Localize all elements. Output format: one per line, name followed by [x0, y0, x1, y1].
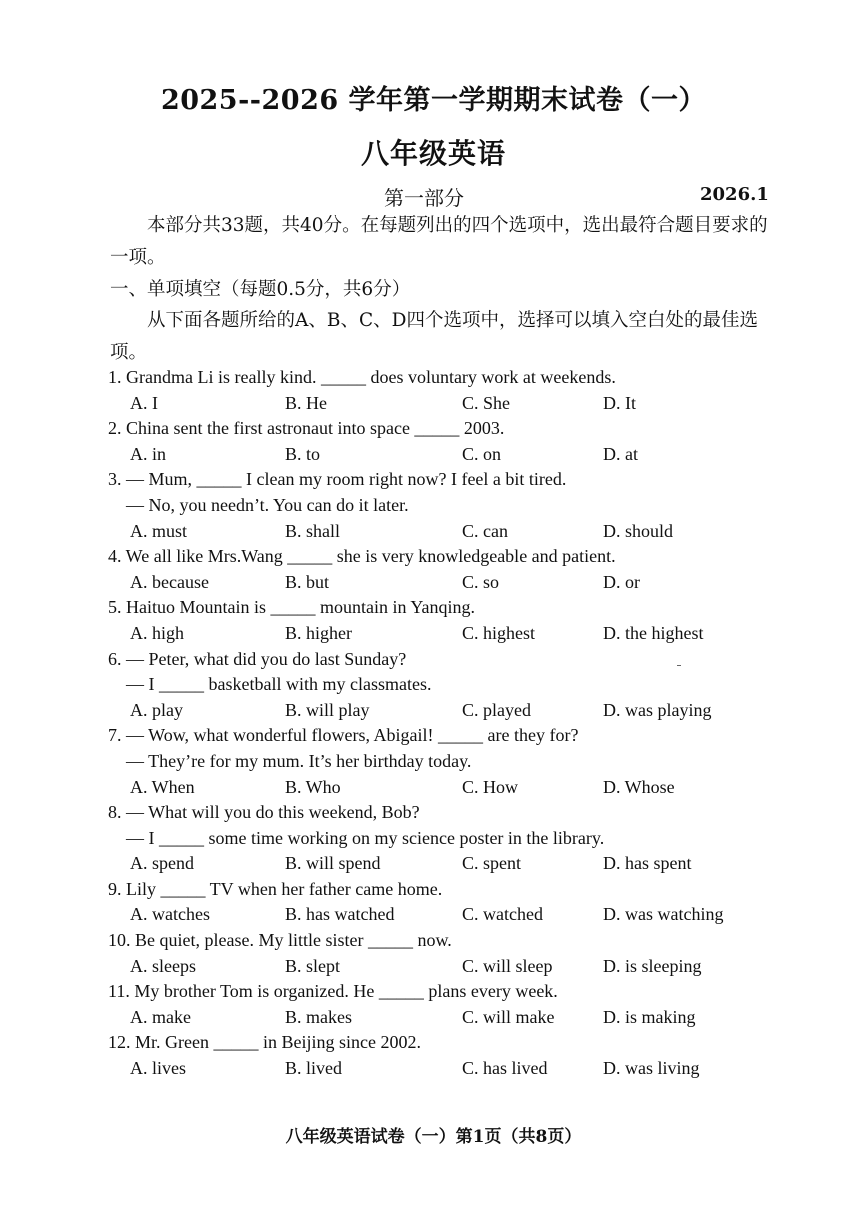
option-c: C. has lived — [462, 1058, 548, 1079]
option-c: C. so — [462, 571, 500, 592]
scan-mark — [677, 665, 681, 669]
question-item — [108, 544, 808, 595]
exam-subject: 八年级英语 — [360, 137, 506, 170]
question-item — [108, 723, 808, 800]
question-item — [108, 595, 808, 646]
option-d: D. is sleeping — [603, 955, 702, 976]
option-a: A. sleeps — [130, 955, 196, 976]
option-d: D. It — [603, 392, 636, 413]
question-stem: 8. — What will you do this weekend, Bob? — [108, 802, 420, 823]
option-b: B. He — [285, 392, 327, 413]
question-reply: — I _____ some time working on my science poster in the library. — [126, 827, 605, 848]
part-line — [0, 182, 867, 212]
option-a: A. because — [130, 571, 209, 592]
option-d: D. was watching — [603, 904, 724, 925]
question-stem: 5. Haituo Mountain is _____ mountain in Yanqing. — [108, 597, 476, 618]
option-row — [108, 519, 808, 545]
option-d: D. was living — [603, 1058, 700, 1079]
option-a: A. spend — [130, 853, 194, 874]
option-row — [108, 954, 808, 980]
question-item — [108, 467, 808, 544]
section-heading: 一、单项填空（每题0.5分，共6分） — [110, 279, 411, 300]
question-stem: 4. We all like Mrs.Wang _____ she is very knowledgeable and patient. — [108, 546, 616, 567]
question-reply: — They’re for my mum. It’s her birthday today. — [126, 750, 472, 771]
intro-paragraph: 本部分共33题，共40分。在每题列出的四个选项中，选出最符合题目要求的一项。 — [110, 215, 768, 268]
option-a: A. must — [130, 520, 188, 541]
question-stem: 6. — Peter, what did you do last Sunday? — [108, 648, 407, 669]
question-stem: 7. — Wow, what wonderful flowers, Abigail! _____ are they for? — [108, 725, 579, 746]
question-item — [108, 647, 808, 724]
option-row — [108, 775, 808, 801]
option-d: D. Whose — [603, 776, 675, 797]
exam-date: 2026.1 — [700, 184, 769, 205]
option-c: C. will make — [462, 1006, 555, 1027]
option-b: B. will spend — [285, 853, 381, 874]
option-c: C. can — [462, 520, 508, 541]
option-a: A. When — [130, 776, 195, 797]
option-c: C. She — [462, 392, 511, 413]
option-d: D. has spent — [603, 853, 692, 874]
option-b: B. lived — [285, 1058, 342, 1079]
option-c: C. highest — [462, 622, 536, 643]
option-c: C. will sleep — [462, 955, 553, 976]
question-stem: 9. Lily _____ TV when her father came home. — [108, 878, 443, 899]
option-a: A. I — [130, 392, 158, 413]
option-d: D. the highest — [603, 622, 704, 643]
option-d: D. or — [603, 571, 640, 592]
option-b: B. shall — [285, 520, 341, 541]
option-b: B. has watched — [285, 904, 395, 925]
option-a: A. high — [130, 622, 184, 643]
option-d: D. is making — [603, 1006, 696, 1027]
directions-paragraph: 从下面各题所给的A、B、C、D四个选项中，选择可以填入空白处的最佳选项。 — [110, 310, 758, 363]
option-c: C. watched — [462, 904, 543, 925]
question-reply: — I _____ basketball with my classmates. — [126, 674, 432, 695]
option-a: A. watches — [130, 904, 210, 925]
option-row — [108, 902, 808, 928]
option-c: C. on — [462, 443, 502, 464]
option-b: B. Who — [285, 776, 341, 797]
option-b: B. slept — [285, 955, 341, 976]
option-row — [108, 391, 808, 417]
option-row — [108, 1056, 808, 1082]
option-a: A. in — [130, 443, 166, 464]
question-item — [108, 877, 808, 928]
option-a: A. make — [130, 1006, 191, 1027]
option-b: B. higher — [285, 622, 352, 643]
part-label: 第一部分 — [384, 186, 464, 210]
exam-title: 2025--2026 学年第一学期期末试卷（一） — [160, 85, 707, 116]
question-item — [108, 928, 808, 979]
question-item — [108, 800, 808, 877]
option-d: D. at — [603, 443, 638, 464]
option-b: B. but — [285, 571, 330, 592]
question-item — [108, 365, 808, 416]
page-footer: 八年级英语试卷（一）第1页（共8页） — [285, 1127, 582, 1147]
option-c: C. How — [462, 776, 519, 797]
option-row — [108, 698, 808, 724]
question-item — [108, 979, 808, 1030]
option-row — [108, 1005, 808, 1031]
option-c: C. played — [462, 699, 531, 720]
question-stem: 2. China sent the first astronaut into space _____ 2003. — [108, 418, 505, 439]
option-b: B. to — [285, 443, 321, 464]
question-list — [108, 365, 808, 1082]
option-row — [108, 570, 808, 596]
question-stem: 10. Be quiet, please. My little sister _____ now. — [108, 930, 452, 951]
option-row — [108, 442, 808, 468]
question-reply: — No, you needn’t. You can do it later. — [126, 494, 409, 515]
question-stem: 11. My brother Tom is organized. He _____ plans every week. — [108, 981, 558, 1002]
option-a: A. lives — [130, 1058, 186, 1079]
question-item — [108, 1030, 808, 1081]
option-row — [108, 851, 808, 877]
option-d: D. was playing — [603, 699, 712, 720]
option-b: B. makes — [285, 1006, 352, 1027]
option-b: B. will play — [285, 699, 370, 720]
question-stem: 12. Mr. Green _____ in Beijing since 2002. — [108, 1032, 421, 1053]
question-stem: 1. Grandma Li is really kind. _____ does voluntary work at weekends. — [108, 367, 616, 387]
option-row — [108, 621, 808, 647]
question-stem: 3. — Mum, _____ I clean my room right now? I feel a bit tired. — [108, 469, 567, 490]
option-c: C. spent — [462, 853, 522, 874]
option-a: A. play — [130, 699, 183, 720]
question-item — [108, 416, 808, 467]
option-d: D. should — [603, 520, 674, 541]
